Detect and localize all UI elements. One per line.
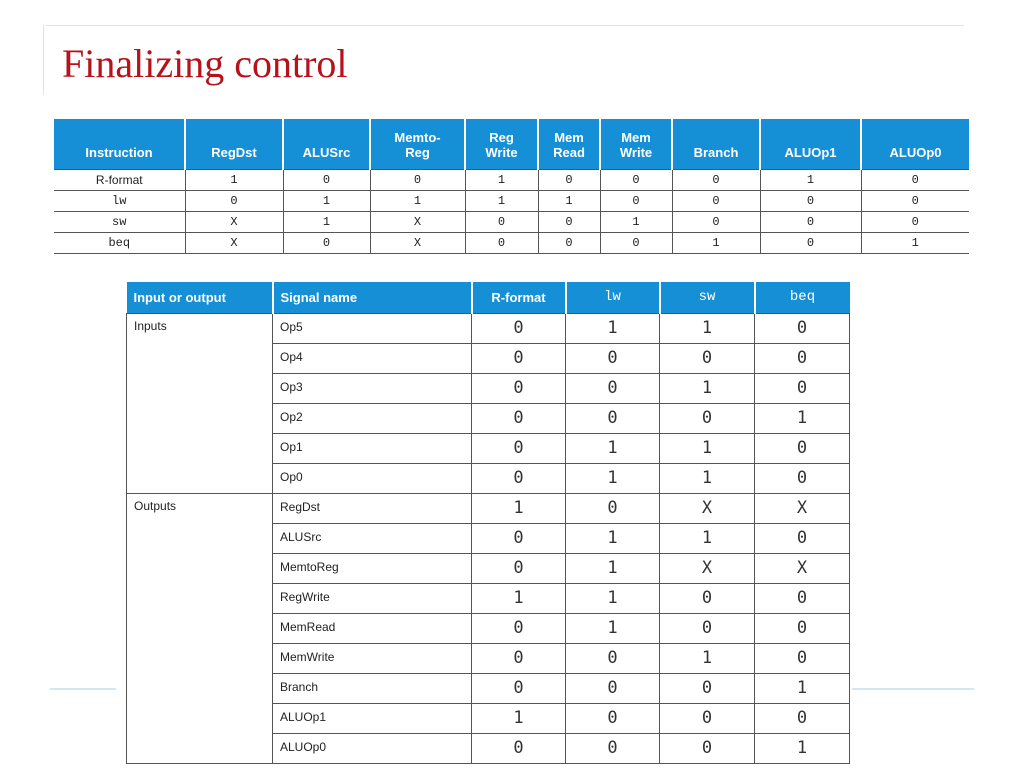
control-value: 0 (283, 169, 370, 190)
control-value: X (370, 211, 465, 232)
signal-value: 0 (755, 463, 850, 493)
control-value: 0 (370, 169, 465, 190)
signal-value: 1 (566, 553, 660, 583)
control-value: 1 (370, 190, 465, 211)
control-value: 0 (760, 190, 861, 211)
signal-value: 0 (472, 343, 566, 373)
control-value: 0 (672, 211, 760, 232)
table1-header-cell: ALUOp1 (760, 119, 861, 169)
signal-name: MemtoReg (273, 553, 472, 583)
table1-header-row (54, 119, 969, 169)
control-value: 0 (465, 232, 538, 253)
table2-header-cell: Signal name (273, 282, 472, 313)
signal-name: MemWrite (273, 643, 472, 673)
signal-value: 0 (472, 373, 566, 403)
table1-header-cell: Mem Read (538, 119, 600, 169)
signal-value: 0 (566, 493, 660, 523)
signal-value: 1 (660, 313, 755, 343)
signal-name: RegWrite (273, 583, 472, 613)
control-signals-table (54, 119, 969, 254)
table1-header-cell: ALUOp0 (861, 119, 969, 169)
signal-value: 0 (755, 643, 850, 673)
instruction-name: R-format (54, 169, 185, 190)
table2-row (127, 493, 850, 523)
signal-value: 0 (755, 613, 850, 643)
table1-row (54, 190, 969, 211)
signal-value: 1 (755, 733, 850, 763)
signal-value: 0 (472, 733, 566, 763)
signal-value: 1 (472, 493, 566, 523)
table1-header-cell: Instruction (54, 119, 185, 169)
top-rule (46, 25, 964, 26)
signal-value: 0 (755, 583, 850, 613)
signal-value: X (755, 553, 850, 583)
signal-value: 0 (660, 673, 755, 703)
control-value: 0 (185, 190, 283, 211)
control-value: 1 (861, 232, 969, 253)
group-label: Inputs (127, 313, 273, 493)
control-value: 0 (600, 169, 672, 190)
control-value: 1 (465, 190, 538, 211)
table1-header-cell: ALUSrc (283, 119, 370, 169)
control-value: 1 (283, 190, 370, 211)
control-value: 0 (600, 190, 672, 211)
table1-row (54, 211, 969, 232)
signal-value: 1 (660, 523, 755, 553)
table1-row (54, 169, 969, 190)
signal-value: 0 (472, 673, 566, 703)
control-value: 0 (672, 190, 760, 211)
signal-value: 0 (472, 553, 566, 583)
signal-value: 0 (755, 703, 850, 733)
signal-value: 0 (755, 523, 850, 553)
control-value: X (185, 211, 283, 232)
control-value: 0 (861, 211, 969, 232)
control-value: 0 (861, 169, 969, 190)
truth-table (126, 282, 850, 764)
signal-value: 1 (472, 583, 566, 613)
control-value: 0 (861, 190, 969, 211)
signal-value: 0 (566, 703, 660, 733)
table2-row (127, 313, 850, 343)
slide-title: Finalizing control (62, 41, 348, 86)
signal-value: 0 (472, 433, 566, 463)
signal-value: 1 (566, 433, 660, 463)
signal-name: Op1 (273, 433, 472, 463)
instruction-name: sw (54, 211, 185, 232)
signal-value: 1 (755, 673, 850, 703)
table2-header-cell: Input or output (127, 282, 273, 313)
signal-value: 0 (755, 313, 850, 343)
signal-value: 1 (566, 583, 660, 613)
signal-value: 1 (660, 643, 755, 673)
table1-header-cell: Memto- Reg (370, 119, 465, 169)
signal-value: 0 (755, 373, 850, 403)
signal-value: 0 (472, 613, 566, 643)
signal-value: 0 (472, 643, 566, 673)
signal-value: 0 (566, 373, 660, 403)
control-value: X (185, 232, 283, 253)
signal-value: 0 (472, 403, 566, 433)
control-value: 0 (672, 169, 760, 190)
signal-value: 1 (566, 313, 660, 343)
signal-name: Op5 (273, 313, 472, 343)
signal-value: 0 (660, 613, 755, 643)
control-value: 1 (760, 169, 861, 190)
signal-value: 0 (660, 343, 755, 373)
signal-value: 0 (660, 733, 755, 763)
signal-name: Op0 (273, 463, 472, 493)
table1-row (54, 232, 969, 253)
control-value: 0 (760, 211, 861, 232)
table1-header-cell: RegDst (185, 119, 283, 169)
signal-name: ALUOp1 (273, 703, 472, 733)
signal-value: 1 (566, 523, 660, 553)
control-value: 1 (283, 211, 370, 232)
signal-value: 0 (566, 673, 660, 703)
instruction-name: beq (54, 232, 185, 253)
signal-value: 0 (660, 403, 755, 433)
control-value: 0 (283, 232, 370, 253)
control-value: 1 (185, 169, 283, 190)
control-value: 1 (600, 211, 672, 232)
signal-value: 1 (660, 463, 755, 493)
bottom-rule-left (50, 688, 116, 690)
table2-header-row (127, 282, 850, 313)
control-value: 0 (538, 232, 600, 253)
control-value: X (370, 232, 465, 253)
signal-value: 1 (566, 463, 660, 493)
signal-name: Op2 (273, 403, 472, 433)
signal-value: 0 (660, 583, 755, 613)
signal-name: ALUSrc (273, 523, 472, 553)
signal-value: 1 (755, 403, 850, 433)
signal-name: Branch (273, 673, 472, 703)
signal-name: Op4 (273, 343, 472, 373)
table1-header-cell: Reg Write (465, 119, 538, 169)
left-rule (43, 25, 44, 95)
signal-value: 1 (660, 373, 755, 403)
signal-value: 1 (660, 433, 755, 463)
control-value: 0 (538, 169, 600, 190)
signal-value: 1 (472, 703, 566, 733)
signal-value: X (660, 493, 755, 523)
table2-header-cell: lw (566, 282, 660, 313)
control-value: 1 (538, 190, 600, 211)
signal-name: RegDst (273, 493, 472, 523)
table2-header-cell: R-format (472, 282, 566, 313)
control-value: 1 (465, 169, 538, 190)
signal-value: X (660, 553, 755, 583)
bottom-rule-right (852, 688, 974, 690)
signal-value: 0 (566, 403, 660, 433)
table1-header-cell: Branch (672, 119, 760, 169)
instruction-name: lw (54, 190, 185, 211)
signal-value: 0 (566, 733, 660, 763)
signal-value: 0 (472, 463, 566, 493)
table2-header-cell: sw (660, 282, 755, 313)
signal-name: MemRead (273, 613, 472, 643)
signal-value: X (755, 493, 850, 523)
signal-value: 0 (566, 343, 660, 373)
table1-header-cell: Mem Write (600, 119, 672, 169)
signal-value: 1 (566, 613, 660, 643)
signal-value: 0 (472, 313, 566, 343)
signal-value: 0 (566, 643, 660, 673)
group-label: Outputs (127, 493, 273, 763)
control-value: 0 (760, 232, 861, 253)
signal-value: 0 (472, 523, 566, 553)
control-value: 1 (672, 232, 760, 253)
signal-value: 0 (660, 703, 755, 733)
control-value: 0 (600, 232, 672, 253)
control-value: 0 (538, 211, 600, 232)
table2-header-cell: beq (755, 282, 850, 313)
signal-name: ALUOp0 (273, 733, 472, 763)
signal-name: Op3 (273, 373, 472, 403)
control-value: 0 (465, 211, 538, 232)
signal-value: 0 (755, 343, 850, 373)
signal-value: 0 (755, 433, 850, 463)
